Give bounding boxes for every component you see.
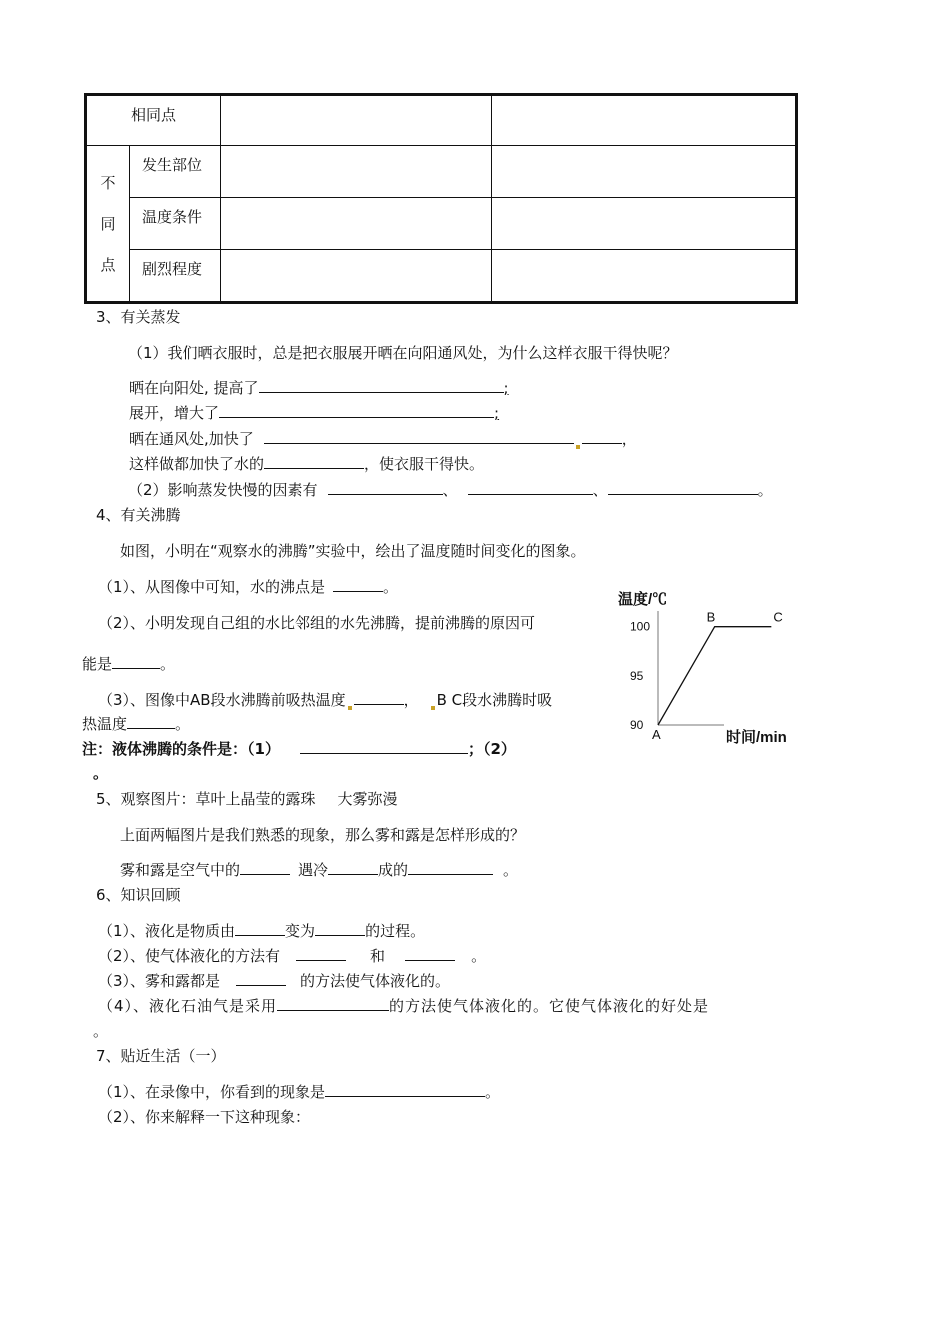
blank-input[interactable] [219,402,494,418]
s6-text: （2）、使气体液化的方法有 [98,947,281,965]
temperature-time-chart [612,585,802,750]
diff-label-cell [86,146,130,303]
note-end: 。 [93,764,109,782]
s5-question: 上面两幅图片是我们熟悉的现象，那么雾和露是怎样形成的？ [120,826,526,844]
s4-q3-text-3: 热温度 [82,715,128,733]
blank-input[interactable] [328,859,378,875]
blank-input[interactable] [582,428,622,444]
s3-line4-text-b: ，使衣服干得快。 [364,455,485,473]
s4-q3-cont [82,713,190,734]
comparison-table [84,93,798,304]
blank-input[interactable] [408,859,493,875]
s6-text: （4）、液化石油气是采用 [98,997,278,1015]
s3-question1: （1）我们晒衣服时，总是把衣服展开晒在向阳通风处，为什么这样衣服干得快呢？ [128,344,678,362]
end-mark: 。 [175,715,191,733]
y-tick-label: 95 [630,668,644,683]
s5-answer [120,859,518,880]
row-label: 发生部位 [142,156,203,174]
row-label-cell [130,198,221,250]
blank-input[interactable] [328,479,443,495]
diff-char: 同 [100,215,116,233]
series-line [658,627,771,725]
s5-title-text: 5、观察图片：草叶上晶莹的露珠 [96,790,316,808]
s6-q3 [98,970,450,991]
blank-input[interactable] [235,920,285,936]
section4-title: 4、有关沸腾 [96,506,181,524]
blank-input[interactable] [325,1081,485,1097]
s7-q1 [98,1081,500,1102]
s3-line1 [129,377,509,398]
y-axis-label: 温度/℃ [618,591,668,608]
blank-input[interactable] [264,453,364,469]
s6-text: 的方法使气体液化的。它使气体液化的好处是 [389,997,710,1015]
s6-text: 的过程。 [365,922,426,940]
s4-q3 [98,689,552,710]
answer-cell[interactable] [221,250,492,303]
same-answer-cell-2[interactable] [492,95,797,146]
s3-line4 [129,453,484,474]
end-mark: 。 [471,947,487,965]
y-tick-label: 100 [630,619,651,634]
blank-input[interactable] [127,713,175,729]
semicolon: ; [494,404,500,422]
s3-line4-text-a: 这样做都加快了水的 [129,455,265,473]
answer-cell[interactable] [221,146,492,198]
s6-text: 变为 [285,922,316,940]
s6-q2 [98,945,486,966]
end-mark: 。 [383,578,399,596]
blank-input[interactable] [277,995,389,1011]
x-axis-label: 时间/min [726,729,787,746]
s3-q2-text: （2）影响蒸发快慢的因素有 [128,481,318,499]
s3-line3 [129,428,637,449]
row-label-cell [130,250,221,303]
s4-q1 [98,576,398,597]
same-label-cell [86,95,221,146]
blank-input[interactable] [240,859,290,875]
s4-q3-text: （3）、图像中AB段水沸腾前吸热温度 [98,691,346,709]
s3-line2-text: 展开，增大了 [129,404,220,422]
s3-line1-text: 晒在向阳处, 提高了 [129,379,259,397]
s5-text: 成的 [378,861,409,879]
s4-q2-text: 能是 [82,655,113,673]
blank-input[interactable] [236,970,286,986]
section6-title: 6、知识回顾 [96,886,181,904]
s3-question2 [128,479,773,500]
point-label-c: C [773,609,783,625]
mark-dot [576,445,580,449]
diff-char: 点 [100,256,116,274]
s5-text: 雾和露是空气中的 [120,861,241,879]
s4-q1-text: （1）、从图像中可知，水的沸点是 [98,578,326,596]
blank-input[interactable] [354,689,404,705]
answer-cell[interactable] [492,250,797,303]
mark-dot [348,706,352,710]
separator: 、 [442,481,458,499]
separator: 、 [592,481,608,499]
s6-text: （1）、液化是物质由 [98,922,236,940]
s4-q2: （2）、小明发现自己组的水比邻组的水先沸腾，提前沸腾的原因可 [98,614,536,632]
point-label-a: A [652,727,661,742]
section3-title: 3、有关蒸发 [96,308,181,326]
answer-cell[interactable] [492,146,797,198]
s6-q4 [98,995,709,1016]
end-mark: 。 [757,481,773,499]
row-label: 剧烈程度 [142,260,203,278]
blank-input[interactable] [264,428,574,444]
blank-input[interactable] [405,945,455,961]
s6-text: 的方法使气体液化的。 [300,972,451,990]
section7-title: 7、贴近生活（一） [96,1047,226,1065]
same-answer-cell-1[interactable] [221,95,492,146]
end-mark: 。 [503,861,519,879]
blank-input[interactable] [468,479,593,495]
blank-input[interactable] [259,377,504,393]
blank-input[interactable] [333,576,383,592]
blank-input[interactable] [300,738,468,754]
end-mark: 。 [485,1083,501,1101]
s3-line2 [129,402,499,423]
s4-q3-text-2: B C段水沸腾时吸 [436,691,553,709]
answer-cell[interactable] [221,198,492,250]
section5-title [96,788,398,809]
s4-q2-cont [82,653,175,674]
s7-q2: （2）、你来解释一下这种现象： [98,1108,311,1126]
end-mark: 。 [160,655,176,673]
s6-text: 和 [370,947,386,965]
semicolon: ; [503,379,509,397]
mark-dot [431,706,435,710]
y-tick-label: 90 [630,718,644,732]
s6-text: （3）、雾和露都是 [98,972,221,990]
note-text: 注：液体沸腾的条件是：（1） [82,740,280,758]
same-label: 相同点 [131,106,177,124]
s4-note [82,738,516,759]
comma: ， [621,430,637,448]
note-text-2: ；（2） [467,740,516,758]
s6-q1 [98,920,425,941]
blank-input[interactable] [296,945,346,961]
s3-line3-text: 晒在通风处,加快了 [129,430,254,448]
s7-text: （1）、在录像中，你看到的现象是 [98,1083,326,1101]
s5-text: 遇冷 [298,861,329,879]
s6-q4-end: 。 [93,1022,109,1040]
diff-char: 不 [100,174,116,192]
answer-cell[interactable] [492,198,797,250]
comma: ， [403,691,419,709]
row-label: 温度条件 [142,208,203,226]
blank-input[interactable] [112,653,160,669]
s4-intro: 如图，小明在“观察水的沸腾”实验中，绘出了温度随时间变化的图象。 [120,542,586,560]
row-label-cell [130,146,221,198]
s5-title-text-2: 大雾弥漫 [337,790,398,808]
blank-input[interactable] [608,479,758,495]
point-label-b: B [706,609,716,625]
blank-input[interactable] [315,920,365,936]
